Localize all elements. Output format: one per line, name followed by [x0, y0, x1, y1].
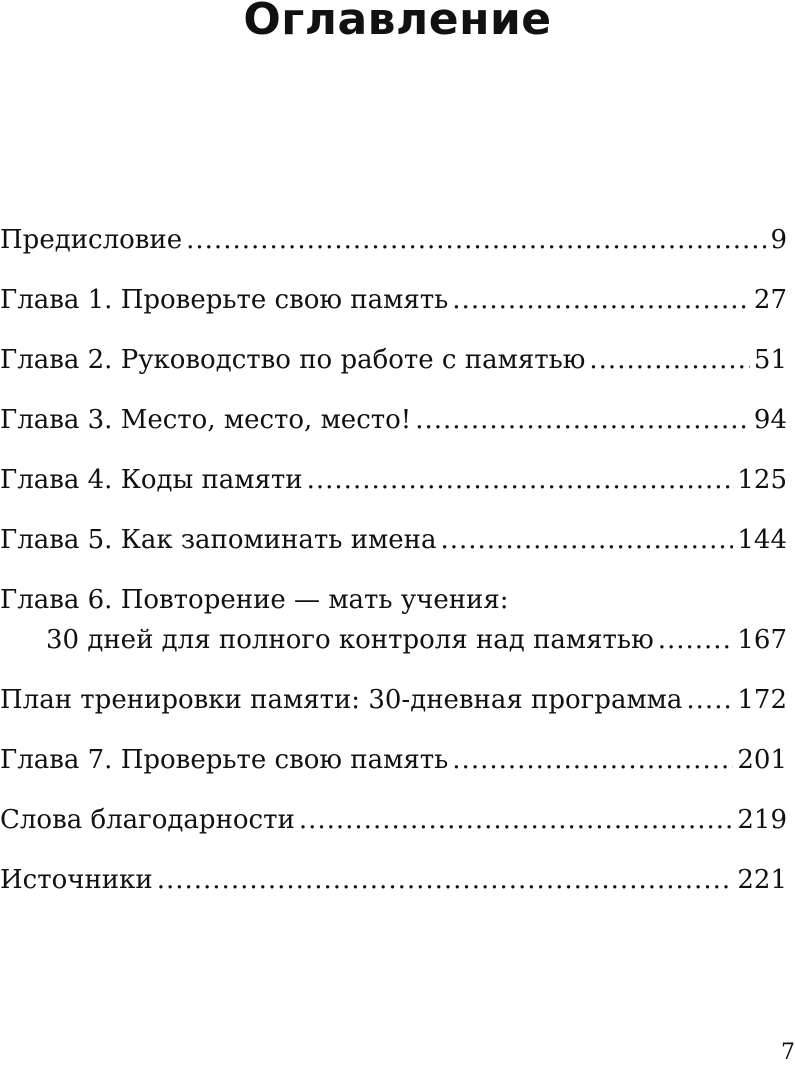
toc-entry-page: 172	[737, 685, 787, 715]
toc-entry-title: План тренировки памяти: 30-дневная программа	[0, 685, 683, 715]
toc-entry-sources[interactable]	[0, 860, 787, 900]
toc-dot-leader	[686, 680, 733, 720]
toc-entry-page: 201	[737, 745, 787, 775]
toc-dot-leader	[589, 340, 750, 380]
toc-entry-page: 125	[737, 465, 787, 495]
toc-entry-title: Глава 3. Место, место, место!	[0, 405, 412, 435]
toc-entry-chapter-3[interactable]	[0, 400, 787, 440]
toc-entry-acknowledgements[interactable]	[0, 800, 787, 840]
toc-entry-title: Источники	[0, 865, 153, 895]
toc-entry-title: Предисловие	[0, 225, 183, 255]
toc-dot-leader	[157, 860, 734, 900]
toc-entry-chapter-2[interactable]	[0, 340, 787, 380]
toc-dot-leader	[658, 620, 734, 660]
toc-entry-chapter-6[interactable]	[0, 580, 787, 660]
toc-dot-leader	[452, 740, 733, 780]
toc-dot-leader	[186, 220, 766, 260]
toc-entry-chapter-1[interactable]	[0, 280, 787, 320]
page-number: 7	[781, 1040, 795, 1065]
toc-entry-chapter-4[interactable]	[0, 460, 787, 500]
toc-entry-training-plan[interactable]	[0, 680, 787, 720]
toc-entry-page: 9	[770, 225, 787, 255]
toc-entry-page: 144	[737, 525, 787, 555]
toc-dot-leader	[307, 460, 734, 500]
toc-entry-title: Глава 7. Проверьте свою память	[0, 745, 449, 775]
toc-entry-page: 167	[737, 625, 787, 655]
page-title: Оглавление	[243, 0, 552, 45]
toc-entry-page: 94	[753, 405, 787, 435]
toc-entry-chapter-5[interactable]	[0, 520, 787, 560]
toc-entry-preface[interactable]	[0, 220, 787, 260]
toc-dot-leader	[299, 800, 734, 840]
toc-entry-title: Глава 5. Как запоминать имена	[0, 525, 437, 555]
toc-entry-title: Глава 2. Руководство по работе с памятью	[0, 345, 586, 375]
toc-entry-title: Глава 4. Коды памяти	[0, 465, 303, 495]
toc-entry-title: Глава 1. Проверьте свою память	[0, 285, 449, 315]
toc-entry-chapter-7[interactable]	[0, 740, 787, 780]
toc-dot-leader	[440, 520, 733, 560]
toc-entry-page: 221	[737, 865, 787, 895]
toc-entry-title: Глава 6. Повторение — мать учения:	[0, 585, 509, 615]
toc-entry-title-continuation: 30 дней для полного контроля над памятью	[46, 625, 654, 655]
toc-dot-leader	[415, 400, 750, 440]
toc-entry-title: Слова благодарности	[0, 805, 295, 835]
toc-dot-leader	[452, 280, 750, 320]
toc-entry-page: 51	[753, 345, 787, 375]
toc-entry-page: 27	[753, 285, 787, 315]
toc-entry-page: 219	[737, 805, 787, 835]
